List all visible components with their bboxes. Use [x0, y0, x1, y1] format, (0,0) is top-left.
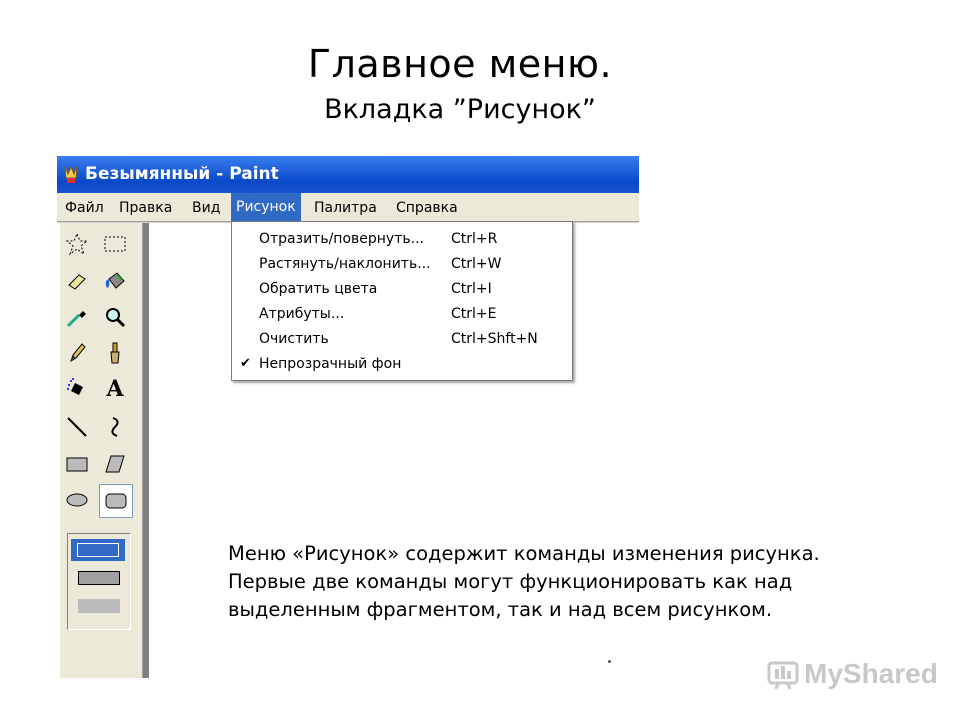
slide-subtitle: Вкладка ”Рисунок” — [324, 94, 596, 125]
menu-edit[interactable]: Правка — [119, 200, 173, 216]
brush-icon[interactable] — [100, 338, 130, 368]
rectangle-icon[interactable] — [62, 449, 92, 479]
menu-image[interactable]: Рисунок — [231, 193, 301, 221]
polygon-icon[interactable] — [100, 449, 130, 479]
description-line: Меню «Рисунок» содержит команды изменения рисунка. — [228, 542, 820, 565]
curve-icon[interactable] — [100, 412, 130, 442]
fill-bucket-icon[interactable] — [100, 266, 130, 296]
title-bar[interactable] — [57, 156, 639, 193]
fill-option-outline[interactable] — [71, 539, 125, 561]
menu-item-invert-colors[interactable]: Обратить цвета Ctrl+I — [259, 281, 492, 297]
magnifier-icon[interactable] — [100, 302, 130, 332]
menu-item-attributes[interactable]: Атрибуты... Ctrl+E — [259, 306, 497, 322]
menu-palette[interactable]: Палитра — [314, 200, 377, 216]
window-title: Безымянный - Paint — [85, 164, 279, 184]
paint-app-icon — [62, 164, 80, 184]
rounded-rect-icon[interactable] — [99, 484, 133, 518]
line-icon[interactable] — [62, 412, 92, 442]
fill-style-options — [67, 533, 131, 630]
color-picker-icon[interactable] — [62, 302, 92, 332]
description-line: Первые две команды могут функционировать как над — [228, 570, 793, 593]
stray-dot — [608, 660, 611, 663]
free-select-icon[interactable] — [62, 229, 92, 259]
menu-item-clear[interactable]: Очистить Ctrl+Shft+N — [259, 331, 538, 347]
rect-select-icon[interactable] — [100, 229, 130, 259]
pencil-icon[interactable] — [62, 338, 92, 368]
menu-bar — [57, 193, 639, 221]
airbrush-icon[interactable] — [62, 374, 92, 404]
fill-option-fill[interactable] — [78, 599, 120, 613]
slide-description — [228, 540, 928, 624]
menu-help[interactable]: Справка — [396, 200, 458, 216]
watermark-text: MyShared — [804, 658, 938, 689]
watermark — [766, 654, 938, 694]
slide-title: Главное меню. — [307, 42, 613, 86]
checkmark-icon: ✔ — [240, 356, 251, 371]
image-menu-dropdown — [231, 221, 573, 381]
eraser-icon[interactable] — [62, 266, 92, 296]
canvas-border — [143, 223, 149, 678]
description-line: выделенным фрагментом, так и над всем рисунком. — [228, 598, 773, 621]
menu-view[interactable]: Вид — [192, 200, 221, 216]
fill-option-outline-fill[interactable] — [78, 571, 120, 585]
menu-file[interactable]: Файл — [65, 200, 104, 216]
menu-item-stretch-skew[interactable]: Растянуть/наклонить... Ctrl+W — [259, 256, 502, 272]
watermark-logo-icon — [766, 657, 800, 691]
menu-item-opaque-background[interactable]: ✔ Непрозрачный фон — [232, 352, 572, 376]
ellipse-icon[interactable] — [62, 485, 92, 515]
text-icon[interactable]: A — [106, 376, 124, 402]
menu-item-flip-rotate[interactable]: Отразить/повернуть... Ctrl+R — [259, 231, 498, 247]
toolbox — [57, 223, 143, 678]
